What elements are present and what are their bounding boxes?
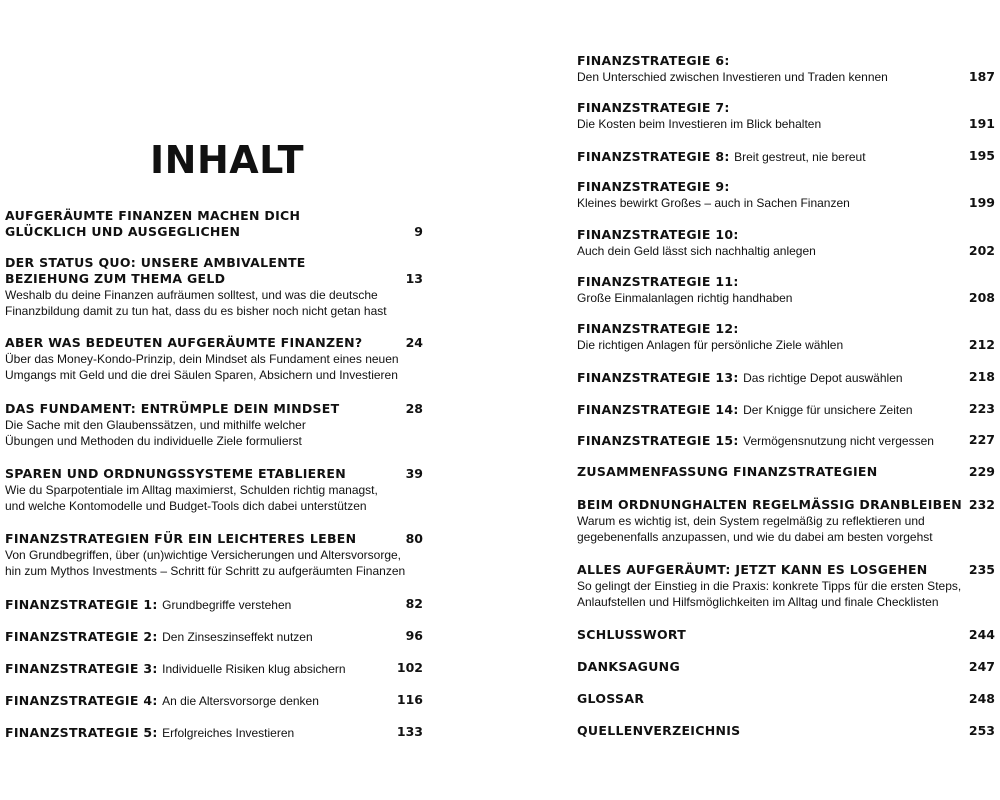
toc-entry-description: Der Knigge für unsichere Zeiten [743, 403, 913, 417]
toc-entry-title: FINANZSTRATEGIE 11: [577, 274, 739, 289]
toc-page-number: 195 [968, 148, 995, 163]
toc-entry[interactable] [5, 596, 423, 614]
toc-entry-title: GLOSSAR [577, 691, 645, 706]
toc-entry[interactable] [577, 497, 995, 545]
toc-page-number: 80 [405, 531, 423, 546]
page-title: INHALT [150, 138, 304, 182]
toc-entry-title: ZUSAMMENFASSUNG FINANZSTRATEGIEN [577, 464, 878, 479]
toc-entry-title: DAS FUNDAMENT: ENTRÜMPLE DEIN MINDSET [5, 401, 340, 416]
toc-page-number: 9 [414, 224, 423, 239]
toc-entry-description: Über das Money-Kondo-Prinzip, dein Mindset als Fundament eines neuen [5, 352, 399, 366]
toc-page-number: 24 [405, 335, 423, 350]
toc-entry-title: FINANZSTRATEGIE 3: [5, 661, 158, 676]
toc-entry-description: An die Altersvorsorge denken [162, 694, 319, 708]
toc-entry-title: FINANZSTRATEGIE 8: [577, 149, 730, 164]
toc-page-number: 202 [968, 243, 995, 258]
toc-page-number: 39 [405, 466, 423, 481]
toc-entry[interactable] [577, 148, 995, 166]
toc-entry-description: Die Kosten beim Investieren im Blick behalten [577, 117, 822, 131]
toc-entry[interactable] [5, 335, 423, 383]
toc-entry-title: SPAREN UND ORDNUNGSSYSTEME ETABLIEREN [5, 466, 347, 481]
toc-entry-description: So gelingt der Einstieg in die Praxis: konkrete Tipps für die ersten Steps, [577, 579, 962, 593]
toc-entry-title: FINANZSTRATEGIE 14: [577, 402, 739, 417]
toc-entry-description: Erfolgreiches Investieren [162, 726, 295, 740]
toc-entry-title: FINANZSTRATEGIE 1: [5, 597, 158, 612]
toc-page-number: 244 [968, 627, 995, 642]
toc-entry-description: Auch dein Geld lässt sich nachhaltig anlegen [577, 244, 816, 258]
toc-page-number: 199 [968, 195, 995, 210]
toc-page-number: 13 [405, 271, 423, 286]
toc-entry-title: ALLES AUFGERÄUMT: JETZT KANN ES LOSGEHEN [577, 562, 928, 577]
toc-entry-description: Den Unterschied zwischen Investieren und Traden kennen [577, 70, 888, 84]
toc-entry-title: BEIM ORDNUNGHALTEN REGELMÄSSIG DRANBLEIBEN [577, 497, 963, 512]
toc-entry-description: Grundbegriffe verstehen [162, 598, 292, 612]
toc-entry-title: FINANZSTRATEGIE 10: [577, 227, 739, 242]
toc-entry-description: Warum es wichtig ist, dein System regelmäßig zu reflektieren und [577, 514, 925, 528]
toc-entry[interactable] [577, 401, 995, 419]
toc-entry[interactable] [577, 274, 995, 306]
toc-entry[interactable] [5, 401, 423, 449]
toc-entry[interactable] [577, 53, 995, 85]
toc-entry[interactable] [577, 627, 995, 643]
toc-entry-description: Das richtige Depot auswählen [743, 371, 903, 385]
toc-entry[interactable] [5, 692, 423, 710]
toc-entry-description: Finanzbildung damit zu tun hat, dass du es bisher noch nicht getan hast [5, 304, 387, 318]
toc-page-number: 229 [968, 464, 995, 479]
toc-page-number: 116 [396, 692, 423, 707]
toc-entry[interactable] [577, 723, 995, 739]
toc-page-number: 96 [405, 628, 423, 643]
toc-page-number: 82 [405, 596, 423, 611]
toc-page-number: 218 [968, 369, 995, 384]
toc-entry[interactable] [5, 724, 423, 742]
toc-entry-description: Große Einmalanlagen richtig handhaben [577, 291, 793, 305]
toc-entry-title: QUELLENVERZEICHNIS [577, 723, 741, 738]
toc-entry-description: Breit gestreut, nie bereut [734, 150, 866, 164]
toc-page-number: 191 [968, 116, 995, 131]
toc-entry[interactable] [577, 369, 995, 387]
toc-entry-title: FINANZSTRATEGIEN FÜR EIN LEICHTERES LEBEN [5, 531, 357, 546]
toc-entry-title: BEZIEHUNG ZUM THEMA GELD [5, 271, 226, 286]
toc-entry[interactable] [577, 321, 995, 353]
toc-entry-title: DANKSAGUNG [577, 659, 681, 674]
toc-entry[interactable] [5, 531, 423, 579]
toc-entry-description: Die Sache mit den Glaubenssätzen, und mithilfe welcher [5, 418, 306, 432]
toc-entry-title: FINANZSTRATEGIE 5: [5, 725, 158, 740]
toc-page-number: 102 [396, 660, 423, 675]
toc-page-number: 223 [968, 401, 995, 416]
toc-page-number: 247 [968, 659, 995, 674]
toc-page-number: 253 [968, 723, 995, 738]
toc-entry[interactable] [577, 464, 995, 480]
toc-entry-description: Von Grundbegriffen, über (un)wichtige Versicherungen und Altersvorsorge, [5, 548, 402, 562]
toc-entry-title: AUFGERÄUMTE FINANZEN MACHEN DICH [5, 208, 301, 223]
toc-entry[interactable] [5, 628, 423, 646]
toc-entry-description: und welche Kontomodelle und Budget-Tools dich dabei unterstützen [5, 499, 367, 513]
toc-entry-description: hin zum Mythos Investments – Schritt für Schritt zu aufgeräumten Finanzen [5, 564, 406, 578]
toc-entry[interactable] [577, 227, 995, 259]
toc-page-number: 208 [968, 290, 995, 305]
toc-entry[interactable] [5, 208, 423, 240]
toc-entry-description: Vermögensnutzung nicht vergessen [743, 434, 934, 448]
toc-entry-title: GLÜCKLICH UND AUSGEGLICHEN [5, 224, 241, 239]
toc-entry[interactable] [577, 659, 995, 675]
toc-page-number: 187 [968, 69, 995, 84]
toc-page-number: 227 [968, 432, 995, 447]
toc-page-number: 235 [968, 562, 995, 577]
toc-entry-title: FINANZSTRATEGIE 15: [577, 433, 739, 448]
toc-entry-title: FINANZSTRATEGIE 7: [577, 100, 730, 115]
toc-entry[interactable] [5, 466, 423, 514]
toc-entry-description: Die richtigen Anlagen für persönliche Ziele wählen [577, 338, 844, 352]
toc-entry[interactable] [577, 562, 995, 610]
toc-entry-description: Kleines bewirkt Großes – auch in Sachen Finanzen [577, 196, 850, 210]
toc-entry[interactable] [5, 255, 423, 319]
toc-entry-title: SCHLUSSWORT [577, 627, 687, 642]
toc-entry-description: Wie du Sparpotentiale im Alltag maximierst, Schulden richtig managst, [5, 483, 378, 497]
toc-entry[interactable] [577, 691, 995, 707]
toc-entry-title: FINANZSTRATEGIE 6: [577, 53, 730, 68]
toc-page-number: 212 [968, 337, 995, 352]
toc-entry-description: Individuelle Risiken klug absichern [162, 662, 346, 676]
toc-entry[interactable] [577, 432, 995, 450]
toc-entry[interactable] [5, 660, 423, 678]
toc-page-number: 28 [405, 401, 423, 416]
toc-entry-title: FINANZSTRATEGIE 12: [577, 321, 739, 336]
toc-entry-description: Weshalb du deine Finanzen aufräumen solltest, und was die deutsche [5, 288, 378, 302]
toc-entry-title: FINANZSTRATEGIE 4: [5, 693, 158, 708]
toc-entry[interactable] [577, 100, 995, 132]
toc-entry-description: gegebenenfalls anzupassen, und wie du dabei am besten vorgehst [577, 530, 933, 544]
toc-entry[interactable] [577, 179, 995, 211]
toc-page-number: 232 [968, 497, 995, 512]
toc-entry-title: ABER WAS BEDEUTEN AUFGERÄUMTE FINANZEN? [5, 335, 363, 350]
toc-entry-title: DER STATUS QUO: UNSERE AMBIVALENTE [5, 255, 306, 270]
toc-entry-title: FINANZSTRATEGIE 9: [577, 179, 730, 194]
toc-entry-description: Umgangs mit Geld und die drei Säulen Sparen, Absichern und Investieren [5, 368, 398, 382]
toc-page-number: 133 [396, 724, 423, 739]
toc-entry-description: Den Zinseszinseffekt nutzen [162, 630, 313, 644]
toc-entry-description: Übungen und Methoden du individuelle Ziele formulierst [5, 434, 302, 448]
toc-entry-title: FINANZSTRATEGIE 13: [577, 370, 739, 385]
toc-page-number: 248 [968, 691, 995, 706]
toc-entry-title: FINANZSTRATEGIE 2: [5, 629, 158, 644]
toc-entry-description: Anlaufstellen und Hilfsmöglichkeiten im Alltag und finale Checklisten [577, 595, 939, 609]
